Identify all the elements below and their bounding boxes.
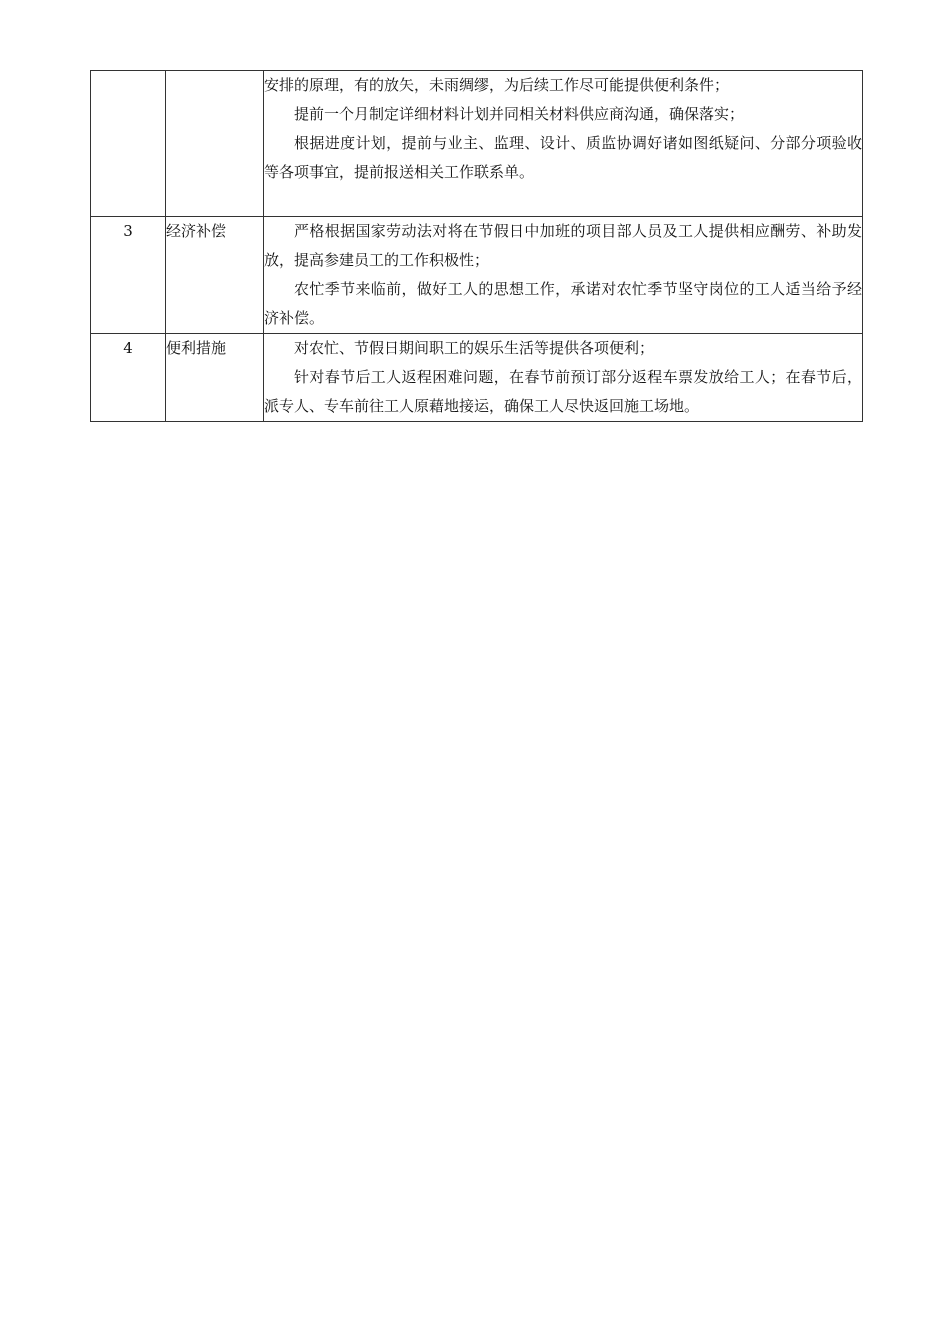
measures-table bbox=[90, 70, 863, 422]
row-number-cell: 4 bbox=[91, 334, 166, 422]
content-paragraph: 针对春节后工人返程困难问题，在春节前预订部分返程车票发放给工人；在春节后，派专人、专车前往工人原藉地接运，确保工人尽快返回施工场地。 bbox=[264, 368, 862, 415]
category-cell bbox=[166, 71, 264, 217]
category-cell: 便利措施 bbox=[166, 334, 264, 422]
content-cell bbox=[264, 71, 863, 217]
table-row bbox=[91, 71, 863, 217]
content-paragraph: 根据进度计划，提前与业主、监理、设计、质监协调好诸如图纸疑问、分部分项验收等各项事宜，提前报送相关工作联系单。 bbox=[264, 134, 862, 181]
table-row bbox=[91, 334, 863, 422]
content-cell bbox=[264, 334, 863, 422]
content-paragraph: 农忙季节来临前，做好工人的思想工作，承诺对农忙季节坚守岗位的工人适当给予经济补偿。 bbox=[264, 280, 862, 327]
table-row bbox=[91, 217, 863, 334]
category-cell: 经济补偿 bbox=[166, 217, 264, 334]
content-cell bbox=[264, 217, 863, 334]
row-number-cell bbox=[91, 71, 166, 217]
content-paragraph: 对农忙、节假日期间职工的娱乐生活等提供各项便利； bbox=[294, 339, 655, 357]
row-number-cell: 3 bbox=[91, 217, 166, 334]
content-paragraph: 严格根据国家劳动法对将在节假日中加班的项目部人员及工人提供相应酬劳、补助发放，提高参建员工的工作积极性； bbox=[264, 222, 862, 269]
content-paragraph: 安排的原理，有的放矢，未雨绸缪，为后续工作尽可能提供便利条件； bbox=[264, 76, 730, 94]
content-paragraph: 提前一个月制定详细材料计划并同相关材料供应商沟通，确保落实； bbox=[294, 105, 745, 123]
